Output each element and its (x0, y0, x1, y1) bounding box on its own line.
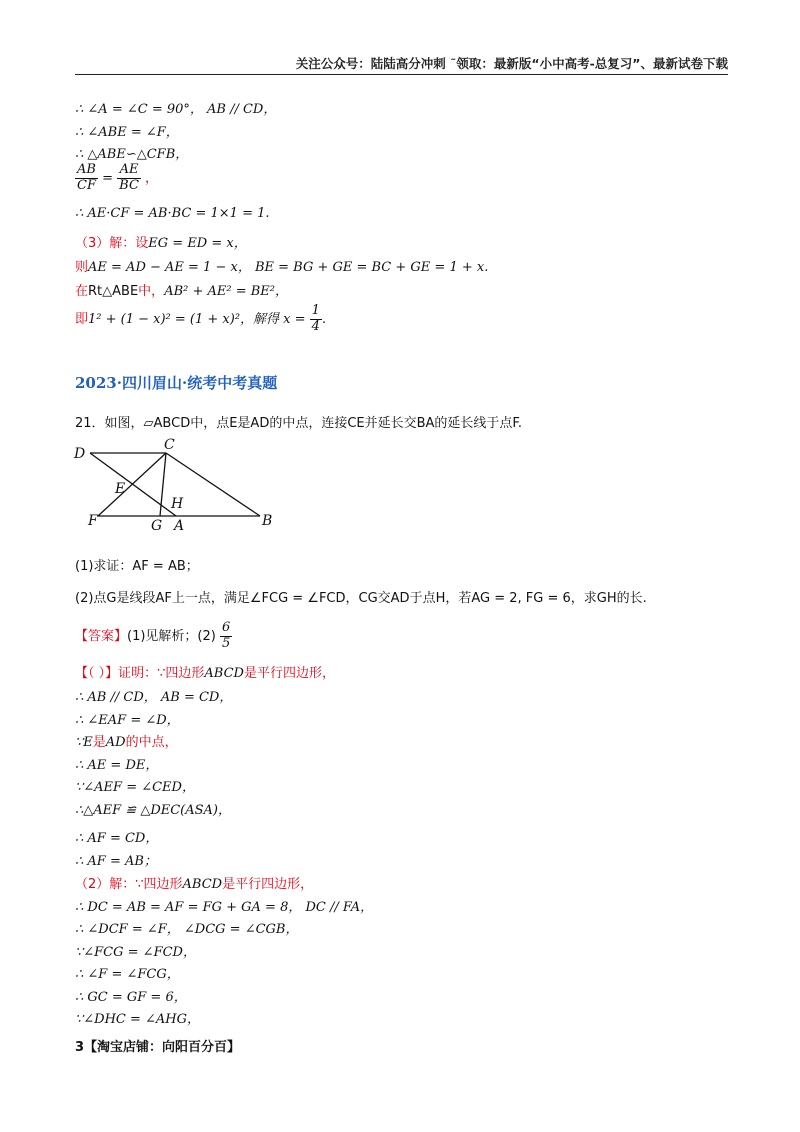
geometry-figure (70, 436, 290, 536)
fraction: $\frac{AE}{BC}$ (119, 162, 139, 193)
proof-line: ∴ ∠ABE = ∠F， (75, 125, 179, 140)
fraction: $\frac{1}{4}$ (311, 303, 320, 334)
solution-line: ∴ AF = CD， (75, 831, 159, 846)
label-F: F (88, 513, 98, 529)
solution-line: ∴ GC = GF = 6， (75, 990, 187, 1005)
solution-line: ∴ AE = DE， (75, 758, 159, 773)
label-D: D (74, 446, 86, 462)
question-2: (2)点G是线段AF上一点，满足∠FCG = ∠FCD，CG交AD于点H，若AG = 2, FG = 6，求GH的长. (75, 591, 647, 606)
proof-line: ∴ AE·CF = AB·BC = 1×1 = 1. (75, 206, 270, 221)
page-footer: 3【淘宝店铺：向阳百分百】 (75, 1040, 241, 1055)
proof-line: ∴ ∠A = ∠C = 90°， AB // CD， (75, 102, 277, 117)
solution-line: ∴ AB // CD， AB = CD， (75, 690, 233, 705)
solution-line: ∵∠FCG = ∠FCD， (75, 945, 196, 960)
label-B: B (262, 513, 273, 529)
solution-line: ∴ ∠F = ∠FCG， (75, 967, 180, 982)
solution-line: ∵E是AD的中点， (75, 735, 178, 750)
label-G: G (151, 518, 163, 534)
solution-line: ∴△AEF ≌ △DEC(ASA)， (75, 803, 232, 818)
question-1: (1)求证：AF = AB； (75, 559, 199, 574)
section-title: 2023·四川眉山·统考中考真题 (75, 374, 278, 392)
proof-line: （3）解：设EG = ED = x， (75, 236, 247, 251)
solution-line: （2）解：∵四边形ABCD是平行四边形， (75, 877, 314, 892)
label-A: A (174, 518, 185, 534)
header-text: 关注公众号：陆陆高分冲刺 ˜领取：最新版“小中高考-总复习”、最新试卷下载 (295, 56, 728, 71)
solution-line: ∵∠AEF = ∠CED， (75, 780, 195, 795)
solution-line: ∵∠DHC = ∠AHG， (75, 1012, 201, 1027)
proof-line: 则AE = AD − AE = 1 − x， BE = BG + GE = BC + GE = 1 + x. (75, 260, 489, 275)
answer-label: 【答案】 (75, 628, 128, 644)
fraction: $\frac{AB}{CF}$ (77, 162, 96, 193)
solution-line: ∴ DC = AB = AF = FG + GA = 8， DC // FA， (75, 900, 374, 915)
proof-line: 在Rt△ABE中，AB² + AE² = BE²， (75, 284, 288, 299)
solution-line: ∴ ∠EAF = ∠D， (75, 713, 180, 728)
page-header (75, 52, 728, 75)
label-H: H (171, 496, 184, 512)
solution-line: 【（ ）】证明：∵四边形ABCD是平行四边形， (75, 666, 335, 681)
proof-line: 即1² + (1 − x)² = (1 + x)²，解得 x = $\frac{1}{4}$ . (75, 303, 327, 334)
proof-line: ∴ △ABE∽△CFB， (75, 147, 189, 162)
label-C: C (164, 437, 175, 453)
answer-line: 【答案】(1)见解析；(2) $\frac{6}{5}$ (75, 620, 231, 651)
solution-line: ∴ AF = AB； (75, 854, 157, 869)
solution-line: ∴ ∠DCF = ∠F， ∠DCG = ∠CGB， (75, 922, 299, 937)
segment-FC (98, 453, 166, 516)
fraction: $\frac{6}{5}$ (222, 620, 231, 651)
proof-fraction-line: $\frac{AB}{CF}$ = $\frac{AE}{BC}$ ， (77, 162, 159, 193)
label-E: E (115, 481, 126, 497)
problem-stem: 21．如图，▱ABCD中，点E是AD的中点，连接CE并延长交BA的延长线于点F. (75, 416, 522, 431)
